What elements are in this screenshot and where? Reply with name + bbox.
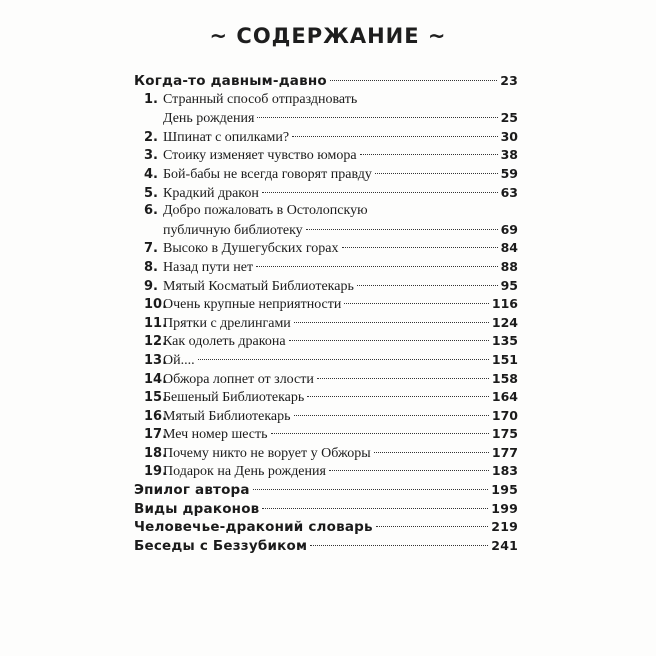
toc-entry-chapter-17 bbox=[134, 425, 518, 444]
toc-entry-number: 6. bbox=[144, 203, 158, 219]
dot-leader bbox=[262, 192, 498, 193]
toc-entry-number: 8. bbox=[144, 259, 158, 275]
toc-entry-chapter-19 bbox=[134, 462, 518, 481]
toc-entry-label: Добро пожаловать в Остолопскую bbox=[163, 203, 368, 219]
toc-entry-number: 13. bbox=[144, 352, 168, 368]
dot-leader bbox=[294, 322, 489, 323]
toc-entry-chapter-5 bbox=[134, 184, 518, 203]
toc-entry-label: Подарок на День рождения bbox=[163, 464, 326, 480]
toc-entry-page: 241 bbox=[491, 537, 518, 553]
toc-entry-chapter-13 bbox=[134, 351, 518, 370]
dot-leader bbox=[330, 80, 497, 81]
toc-entry-label: публичную библиотеку bbox=[163, 222, 303, 238]
toc-entry-label: Высоко в Душегубских горах bbox=[163, 241, 339, 257]
toc-entry-page: 116 bbox=[491, 296, 518, 312]
dot-leader bbox=[262, 508, 488, 509]
toc-entry-number: 16. bbox=[144, 408, 168, 424]
dot-leader bbox=[375, 173, 498, 174]
toc-entry-chapter-3 bbox=[134, 146, 518, 165]
dot-leader bbox=[307, 396, 489, 397]
toc-entry-dictionary bbox=[134, 518, 518, 537]
toc-entry-page: 25 bbox=[500, 110, 518, 126]
toc-entry-label: Шпинат с опилками? bbox=[163, 129, 290, 145]
toc-entry-page: 199 bbox=[491, 500, 518, 516]
page-title: ~ СОДЕРЖАНИЕ ~ bbox=[209, 24, 447, 48]
toc-entry-page: 183 bbox=[491, 463, 518, 479]
toc-entry-number: 7. bbox=[144, 241, 158, 257]
toc-entry-page: 177 bbox=[491, 444, 518, 460]
toc-entry-label: Бешеный Библиотекарь bbox=[163, 390, 305, 406]
dot-leader bbox=[289, 340, 489, 341]
toc-entry-page: 59 bbox=[500, 165, 518, 181]
toc-entry-page: 158 bbox=[491, 370, 518, 386]
toc-entry-chapter-10 bbox=[134, 295, 518, 314]
dot-leader bbox=[292, 136, 497, 137]
toc-entry-number: 1. bbox=[144, 91, 158, 107]
toc-entry-page: 38 bbox=[500, 147, 518, 163]
toc-entry-page: 170 bbox=[491, 407, 518, 423]
toc-entry-chapter-4 bbox=[134, 165, 518, 184]
toc-entry-chapter-6 bbox=[134, 202, 518, 221]
toc-entry-chapter-2 bbox=[134, 128, 518, 147]
toc-entry-label: Ой.... bbox=[163, 352, 195, 368]
toc-entry-chapter-15 bbox=[134, 388, 518, 407]
dot-leader bbox=[256, 266, 497, 267]
toc-entry-chapter-7 bbox=[134, 239, 518, 258]
toc-entry-conversations bbox=[134, 537, 518, 556]
dot-leader bbox=[357, 285, 498, 286]
dot-leader bbox=[342, 247, 498, 248]
toc-entry-page: 88 bbox=[500, 258, 518, 274]
table-of-contents bbox=[134, 72, 518, 555]
toc-entry-page: 95 bbox=[500, 277, 518, 293]
toc-entry-chapter-18 bbox=[134, 444, 518, 463]
toc-entry-chapter-14 bbox=[134, 370, 518, 389]
toc-entry-number: 9. bbox=[144, 278, 158, 294]
dot-leader bbox=[271, 433, 489, 434]
toc-entry-label: Меч номер шесть bbox=[163, 427, 268, 443]
dot-leader bbox=[360, 154, 498, 155]
toc-entry-page: 63 bbox=[500, 184, 518, 200]
toc-entry-page: 135 bbox=[491, 333, 518, 349]
toc-entry-number: 2. bbox=[144, 129, 158, 145]
toc-entry-page: 219 bbox=[491, 519, 518, 535]
toc-entry-label: День рождения bbox=[163, 111, 255, 127]
dot-leader bbox=[374, 452, 489, 453]
toc-entry-label: Как одолеть дракона bbox=[163, 334, 286, 350]
toc-entry-page: 175 bbox=[491, 426, 518, 442]
toc-entry-label: Эпилог автора bbox=[134, 482, 250, 499]
toc-entry-number: 4. bbox=[144, 166, 158, 182]
toc-entry-number: 3. bbox=[144, 148, 158, 164]
toc-entry-page: 124 bbox=[491, 314, 518, 330]
toc-entry-page: 30 bbox=[500, 128, 518, 144]
toc-entry-number: 19. bbox=[144, 464, 168, 480]
toc-entry-number: 18. bbox=[144, 445, 168, 461]
toc-entry-page: 69 bbox=[500, 221, 518, 237]
toc-entry-number: 12. bbox=[144, 334, 168, 350]
toc-entry-page: 84 bbox=[500, 240, 518, 256]
toc-entry-label: Беседы с Беззубиком bbox=[134, 537, 308, 554]
toc-entry-page: 195 bbox=[491, 482, 518, 498]
toc-entry-page: 23 bbox=[500, 73, 518, 88]
toc-entry-chapter-9 bbox=[134, 277, 518, 296]
toc-entry-number: 11. bbox=[144, 315, 168, 331]
dot-leader bbox=[253, 489, 489, 490]
dot-leader bbox=[344, 303, 489, 304]
toc-entry-chapter-1 bbox=[134, 91, 518, 110]
dot-leader bbox=[310, 545, 488, 546]
dot-leader bbox=[257, 117, 497, 118]
toc-entry-chapter-11 bbox=[134, 314, 518, 333]
toc-entry-label: Назад пути нет bbox=[163, 259, 254, 275]
toc-entry-label: Мятый Библиотекарь bbox=[163, 408, 291, 424]
toc-entry-dragon-types bbox=[134, 500, 518, 519]
dot-leader bbox=[376, 526, 489, 527]
toc-entry-label: Когда-то давным-давно bbox=[134, 73, 327, 89]
dot-leader bbox=[329, 470, 489, 471]
toc-entry-label: Крадкий дракон bbox=[163, 185, 259, 201]
toc-entry-chapter-6-continued bbox=[134, 221, 518, 240]
toc-entry-chapter-16 bbox=[134, 407, 518, 426]
toc-entry-number: 10. bbox=[144, 297, 168, 313]
dot-leader bbox=[294, 415, 489, 416]
toc-entry-chapter-8 bbox=[134, 258, 518, 277]
toc-entry-number: 15. bbox=[144, 390, 168, 406]
toc-entry-label: Человечье-драконий словарь bbox=[134, 519, 373, 536]
toc-entry-label: Прятки с дрелингами bbox=[163, 315, 291, 331]
toc-entry-page: 151 bbox=[491, 351, 518, 367]
toc-entry-label: Обжора лопнет от злости bbox=[163, 371, 314, 387]
toc-entry-chapter-12 bbox=[134, 332, 518, 351]
toc-entry-epilogue bbox=[134, 481, 518, 500]
toc-entry-label: Бой-бабы не всегда говорят правду bbox=[163, 166, 372, 182]
toc-entry-label: Странный способ отпраздновать bbox=[163, 91, 358, 107]
toc-entry-label: Мятый Косматый Библиотекарь bbox=[163, 278, 354, 294]
toc-entry-prologue bbox=[134, 72, 518, 91]
toc-entry-number: 17. bbox=[144, 427, 168, 443]
toc-entry-label: Виды драконов bbox=[134, 500, 260, 517]
dot-leader bbox=[198, 359, 489, 360]
dot-leader bbox=[306, 229, 498, 230]
toc-entry-label: Почему никто не ворует у Обжоры bbox=[163, 445, 371, 461]
toc-entry-number: 5. bbox=[144, 185, 158, 201]
toc-entry-page: 164 bbox=[491, 389, 518, 405]
toc-entry-chapter-1-continued bbox=[134, 109, 518, 128]
toc-entry-label: Стоику изменяет чувство юмора bbox=[163, 148, 357, 164]
dot-leader bbox=[317, 378, 489, 379]
toc-entry-label: Очень крупные неприятности bbox=[163, 297, 342, 313]
toc-entry-number: 14. bbox=[144, 371, 168, 387]
